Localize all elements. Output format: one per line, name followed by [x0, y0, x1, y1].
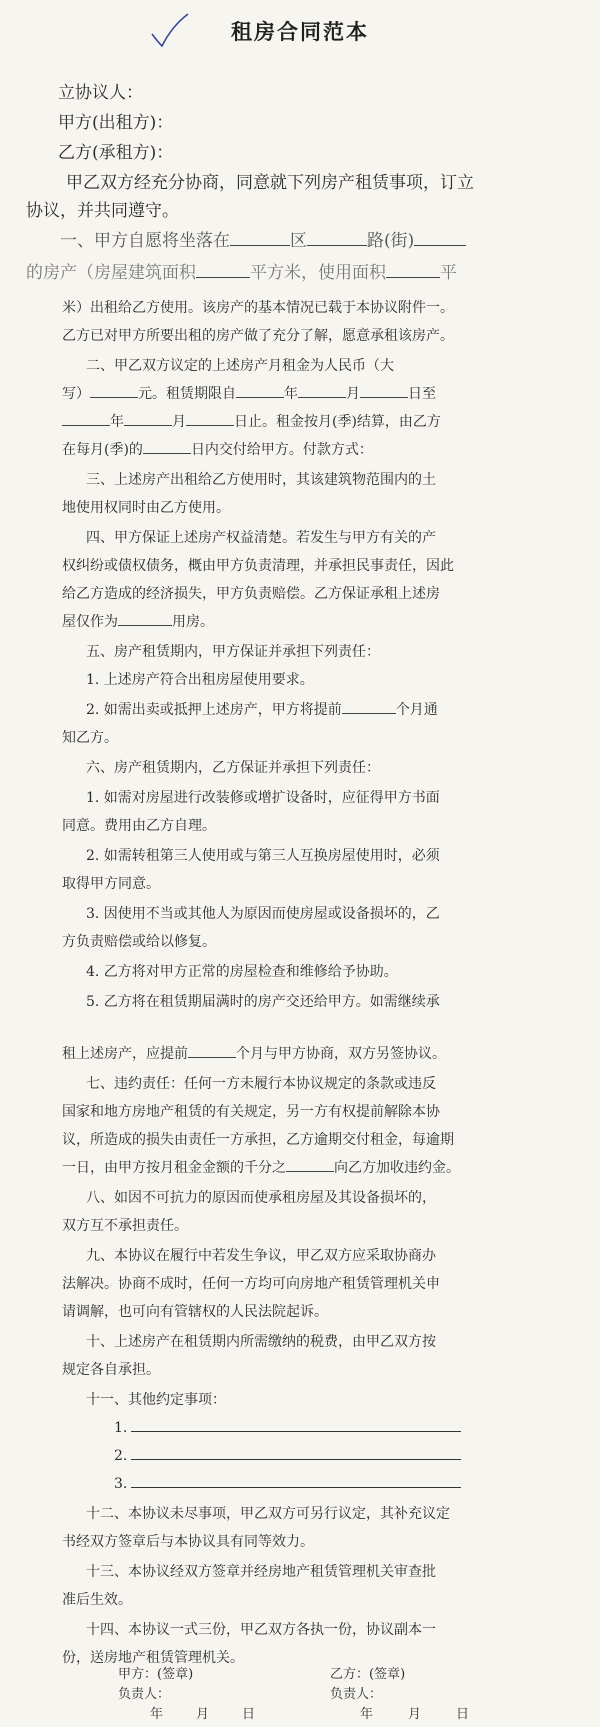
clause-3-line: 三、上述房产出租给乙方使用时，其该建筑物范围内的土: [86, 472, 436, 488]
clause-3-line: 地使用权同时由乙方使用。: [62, 500, 230, 516]
other-terms-line-2: 2.: [114, 1442, 461, 1470]
clause-4-line: 给乙方造成的经济损失，甲方负责赔偿。乙方保证承租上述房: [62, 586, 440, 602]
clause-12-line: 书经双方签章后与本协议具有同等效力。: [62, 1534, 314, 1550]
party-a-representative: 负责人：: [118, 1687, 171, 1702]
clause-4-line: 四、甲方保证上述房产权益清楚。若发生与甲方有关的产: [86, 530, 436, 546]
clause-9-line: 请调解，也可向有管辖权的人民法院起诉。: [62, 1304, 328, 1320]
clause-1-line: 乙方已对甲方所要出租的房产做了充分了解，愿意承租该房产。: [62, 328, 454, 344]
clause-14-line: 十四、本协议一式三份，甲乙双方各执一份，协议副本一: [86, 1622, 436, 1638]
clause-2-line: 写） 元。租赁期限自 年 月 日至: [62, 380, 536, 408]
party-b-representative: 负责人：: [330, 1687, 383, 1702]
other-terms-line-3: 3.: [114, 1470, 461, 1498]
clause-6-item: 同意。费用由乙方自理。: [62, 818, 216, 834]
clause-2-line: 在每月(季)的 日内交付给甲方。付款方式：: [62, 436, 536, 464]
clause-5-item: 知乙方。: [62, 730, 118, 746]
party-b-date-day: 日: [456, 1707, 470, 1722]
party-b-label: 乙方(承租方)：: [58, 143, 174, 163]
clause-6-item: 3. 因使用不当或其他人为原因而使房屋或设备损坏的，乙: [86, 906, 440, 922]
party-a-signature: 甲方：(签章): [118, 1667, 194, 1682]
clause-5-item: 1. 上述房产符合出租房屋使用要求。: [86, 672, 314, 688]
clause-7-line: 国家和地方房地产租赁的有关规定，另一方有权提前解除本协: [62, 1104, 440, 1120]
clause-6-item: 1. 如需对房屋进行改装修或增扩设备时，应征得甲方书面: [86, 790, 440, 806]
clause-1-line: 的房产（房屋建筑面积 平方米，使用面积 平: [26, 263, 457, 283]
party-a-date-month: 月: [196, 1707, 210, 1722]
clause-6-item: 方负责赔偿或给以修复。: [62, 934, 216, 950]
clause-6-item: 2. 如需转租第三人使用或与第三人互换房屋使用时，必须: [86, 848, 440, 864]
clause-4-line: 屋仅作为 用房。: [62, 608, 536, 636]
clause-6-line: 六、房产租赁期内，乙方保证并承担下列责任：: [86, 760, 380, 776]
clause-9-line: 法解决。协商不成时，任何一方均可向房地产租赁管理机关申: [62, 1276, 440, 1292]
clause-8-line: 双方互不承担责任。: [62, 1218, 188, 1234]
clause-6-item: 5. 乙方将在租赁期届满时的房产交还给甲方。如需继续承: [86, 994, 440, 1010]
clause-2-line: 二、甲乙双方议定的上述房产月租金为人民币（大: [86, 358, 394, 374]
clause-4-line: 权纠纷或债权债务，概由甲方负责清理，并承担民事责任，因此: [62, 558, 454, 574]
clause-7-line: 一日，由甲方按月租金金额的千分之 向乙方加收违约金。: [62, 1154, 536, 1182]
party-intro: 立协议人：: [58, 83, 143, 103]
clause-2-line: 年 月 日止。租金按月(季)结算，由乙方: [62, 408, 536, 436]
preamble-line: 甲乙双方经充分协商，同意就下列房产租赁事项，订立: [66, 173, 474, 193]
clause-7-line: 议，所造成的损失由责任一方承担，乙方逾期交付租金，每逾期: [62, 1132, 454, 1148]
clause-5-line: 五、房产租赁期内，甲方保证并承担下列责任：: [86, 644, 380, 660]
clause-11-line: 十一、其他约定事项：: [86, 1392, 226, 1408]
document-title: 租房合同范本: [231, 19, 369, 44]
party-b-date-year: 年: [360, 1707, 374, 1722]
party-b-signature: 乙方：(签章): [330, 1667, 406, 1682]
clause-7-line: 七、违约责任：任何一方未履行本协议规定的条款或违反: [86, 1076, 436, 1092]
clause-6-item: 租上述房产，应提前 个月与甲方协商，双方另签协议。: [62, 1040, 536, 1068]
party-a-date-day: 日: [242, 1707, 256, 1722]
clause-6-item: 4. 乙方将对甲方正常的房屋检查和维修给予协助。: [86, 964, 398, 980]
clause-6-item: 取得甲方同意。: [62, 876, 160, 892]
other-terms-line-1: 1.: [114, 1414, 461, 1442]
clause-10-line: 十、上述房产在租赁期内所需缴纳的税费，由甲乙双方按: [86, 1334, 436, 1350]
clause-9-line: 九、本协议在履行中若发生争议，甲乙双方应采取协商办: [86, 1248, 436, 1264]
party-b-date-month: 月: [408, 1707, 422, 1722]
party-a-label: 甲方(出租方)：: [58, 113, 174, 133]
clause-1-line: 米）出租给乙方使用。该房产的基本情况已载于本协议附件一。: [62, 300, 454, 316]
clause-1-line: 一、甲方自愿将坐落在 区 路(街): [60, 226, 564, 256]
party-a-date-year: 年: [150, 1707, 164, 1722]
clause-5-item: 2. 如需出卖或抵押上述房产，甲方将提前 个月通: [86, 696, 536, 724]
preamble-line: 协议，并共同遵守。: [26, 201, 179, 221]
clause-13-line: 准后生效。: [62, 1592, 132, 1608]
clause-10-line: 规定各自承担。: [62, 1362, 160, 1378]
clause-12-line: 十二、本协议未尽事项，甲乙双方可另行议定，其补充议定: [86, 1506, 450, 1522]
clause-8-line: 八、如因不可抗力的原因而使承租房屋及其设备损坏的，: [86, 1190, 436, 1206]
clause-13-line: 十三、本协议经双方签章并经房地产租赁管理机关审查批: [86, 1564, 436, 1580]
clause-14-line: 份，送房地产租赁管理机关。: [62, 1650, 244, 1666]
